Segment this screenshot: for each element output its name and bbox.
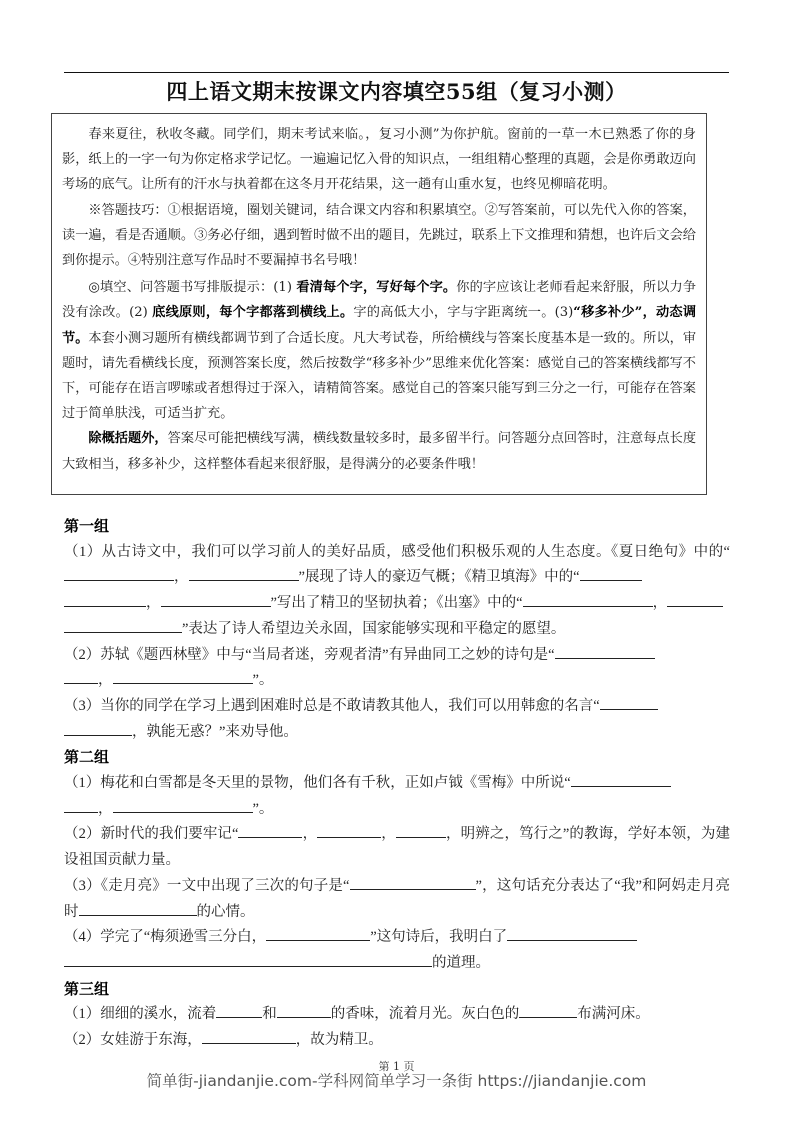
- group-title: 第一组: [64, 517, 110, 535]
- question-item: [64, 643, 730, 694]
- answer-blank[interactable]: [216, 1002, 262, 1018]
- bold-text: 除概括题外，: [88, 431, 168, 447]
- answer-blank[interactable]: [523, 591, 653, 607]
- text: 的心情。: [196, 903, 255, 920]
- page-title: 四上语文期末按课文内容填空55组（复习小测）: [166, 79, 627, 104]
- text: （1）梅花和白雪都是冬天里的景物，他们各有千秋，正如卢钺《雪梅》中所说“: [64, 775, 571, 792]
- answer-blank[interactable]: [64, 720, 132, 736]
- answer-blank[interactable]: [317, 822, 381, 838]
- text: ，: [174, 569, 189, 586]
- text: （2）女娃游于东海，: [64, 1032, 202, 1049]
- text: （1）细细的溪水，流着: [64, 1006, 217, 1023]
- answer-blank[interactable]: [277, 1002, 331, 1018]
- answer-blank[interactable]: [64, 565, 174, 581]
- answer-blank[interactable]: [238, 822, 302, 838]
- answer-blank[interactable]: [161, 591, 271, 607]
- text: 字的高低大小，字与字距离统一。(3): [353, 305, 574, 321]
- page-number: 第 1 页: [378, 1060, 415, 1073]
- answer-blank[interactable]: [64, 951, 432, 967]
- question-item: [64, 925, 730, 976]
- answer-blank[interactable]: [189, 565, 299, 581]
- answer-blank[interactable]: [64, 668, 98, 684]
- text: 你的字应该让老师看起来舒服，所以力争没有涂改。(2): [62, 280, 697, 321]
- text: （3）《走月亮》一文中出现了三次的句子是“: [64, 877, 350, 894]
- watermark-link[interactable]: 简单街-jiandanjie.com-学科网简单学习一条街 https://jiandanjie.com: [146, 1072, 647, 1090]
- answer-blank[interactable]: [350, 874, 476, 890]
- text: （2）苏轼《题西林壁》中与“当局者迷，旁观者清”有异曲同工之妙的诗句是“: [64, 646, 555, 663]
- text: ”展现了诗人的豪迈气概；《精卫填海》中的“: [298, 569, 580, 586]
- text: ，: [98, 672, 113, 689]
- bold-text: “移多补少”，动态调节。: [62, 305, 697, 346]
- answer-blank[interactable]: [202, 1028, 296, 1044]
- question-item: [64, 822, 730, 873]
- question-item: [64, 540, 730, 643]
- question-content: [64, 514, 730, 1054]
- text: 和: [262, 1006, 277, 1023]
- answer-blank[interactable]: [79, 900, 197, 916]
- answer-blank[interactable]: [266, 925, 370, 941]
- top-rule: [64, 72, 729, 73]
- question-item: [64, 874, 730, 925]
- text: ，: [381, 826, 396, 843]
- text: 的香味，流着月光。灰白色的: [330, 1006, 520, 1023]
- intro-box: [51, 113, 707, 495]
- intro-format-paragraph: [62, 275, 696, 426]
- text: ”写出了精卫的坚韧执着；《出塞》中的“: [270, 595, 523, 612]
- intro-tips-paragraph: ※答题技巧：①根据语境，圈划关键词，结合课文内容和积累填空。②写答案前，可以先代入你的答案，读一遍，看是否通顺。③务必仔细，遇到暂时做不出的题目，先跳过，联系上下文推理和猜想，也许后文会给到你提示。④特别注意写作品时不要漏掉书名号哦！: [62, 202, 696, 269]
- intro-paragraph-1: 春来夏往，秋收冬藏。同学们，期末考试来临。，复习小测”为你护航。窗前的一草一木已熟悉了你的身影，纸上的一字一句为你定格求学记忆。一遍遍记忆入骨的知识点，一组组精心整理的真题，会是你勇敢迈向考场的底气。让所有的汗水与执着都在这冬月开花结果，这一趟有山重水复，也终见柳暗花明。: [62, 127, 696, 193]
- answer-blank[interactable]: [64, 591, 146, 607]
- group-title: 第三组: [64, 979, 110, 998]
- question-item: [64, 694, 730, 745]
- text: （2）新时代的我们要牢记“: [64, 826, 239, 843]
- question-item: [64, 771, 730, 822]
- text: ”，这句话充分表达了“我”和阿妈走月亮时: [64, 877, 731, 920]
- question-item: [64, 1002, 730, 1028]
- answer-blank[interactable]: [507, 925, 637, 941]
- text: ，: [146, 595, 161, 612]
- text: ，: [652, 595, 668, 612]
- text: ”这句诗后，我明白了: [370, 929, 508, 946]
- answer-blank[interactable]: [396, 822, 446, 838]
- text: ◎填空、问答题书写排版提示：(1): [88, 280, 297, 296]
- answer-blank[interactable]: [64, 797, 98, 813]
- group-title: 第二组: [64, 748, 110, 767]
- text: ”。: [252, 800, 274, 817]
- text: ，明辨之，笃行之”的教诲，学好本领，为建设祖国贡献力量。: [64, 826, 731, 869]
- answer-blank[interactable]: [555, 643, 655, 659]
- answer-blank[interactable]: [600, 694, 658, 710]
- text: （4）学完了“梅须逊雪三分白，: [64, 929, 267, 946]
- text: ，孰能无惑？”来劝导他。: [132, 723, 298, 740]
- question-item: [64, 1028, 730, 1054]
- text: ，故为精卫。: [295, 1032, 383, 1049]
- answer-blank[interactable]: [64, 617, 182, 633]
- text: （3）当你的同学在学习上遇到困难时总是不敢请教其他人，我们可以用韩愈的名言“: [64, 697, 600, 714]
- text: ，: [98, 800, 113, 817]
- answer-blank[interactable]: [667, 591, 723, 607]
- text: ”。: [252, 672, 274, 689]
- text: ，: [302, 826, 318, 843]
- text: 布满河床。: [577, 1006, 650, 1023]
- text: 的道理。: [432, 954, 490, 971]
- answer-blank[interactable]: [113, 668, 253, 684]
- intro-closing-paragraph: [62, 426, 696, 476]
- text: （1）从古诗文中，我们可以学习前人的美好品质，感受他们积极乐观的人生态度。《夏日绝句》中的“: [64, 543, 730, 560]
- answer-blank[interactable]: [519, 1002, 577, 1018]
- answer-blank[interactable]: [571, 771, 671, 787]
- answer-blank[interactable]: [113, 797, 253, 813]
- bold-text: 底线原则，每个字都落到横线上。: [152, 305, 354, 321]
- bold-text: 看清每个字，写好每个字。: [296, 280, 457, 296]
- answer-blank[interactable]: [580, 565, 642, 581]
- text: ”表达了诗人希望边关永固，国家能够实现和平稳定的愿望。: [182, 620, 566, 637]
- text: 答案尽可能把横线写满，横线数量较多时，最多留半行。问答题分点回答时，注意每点长度大致相当，移多补少，这样整体看起来很舒服，是得满分的必要条件哦！: [62, 431, 697, 472]
- text: 本套小测习题所有横线都调节到了合适长度。凡大考试卷，所给横线与答案长度基本是一致的。所以，审题时，请先看横线长度，预测答案长度，然后按数学“移多补少”思维来优化答案：感觉自己的答案横线都写不下，可能存在语言啰嗦或者想得过于深入，请精简答案。感觉自己的答案只能写到三分之一行，可能存在答案过于简单肤浅，可适当扩充。: [62, 330, 697, 422]
